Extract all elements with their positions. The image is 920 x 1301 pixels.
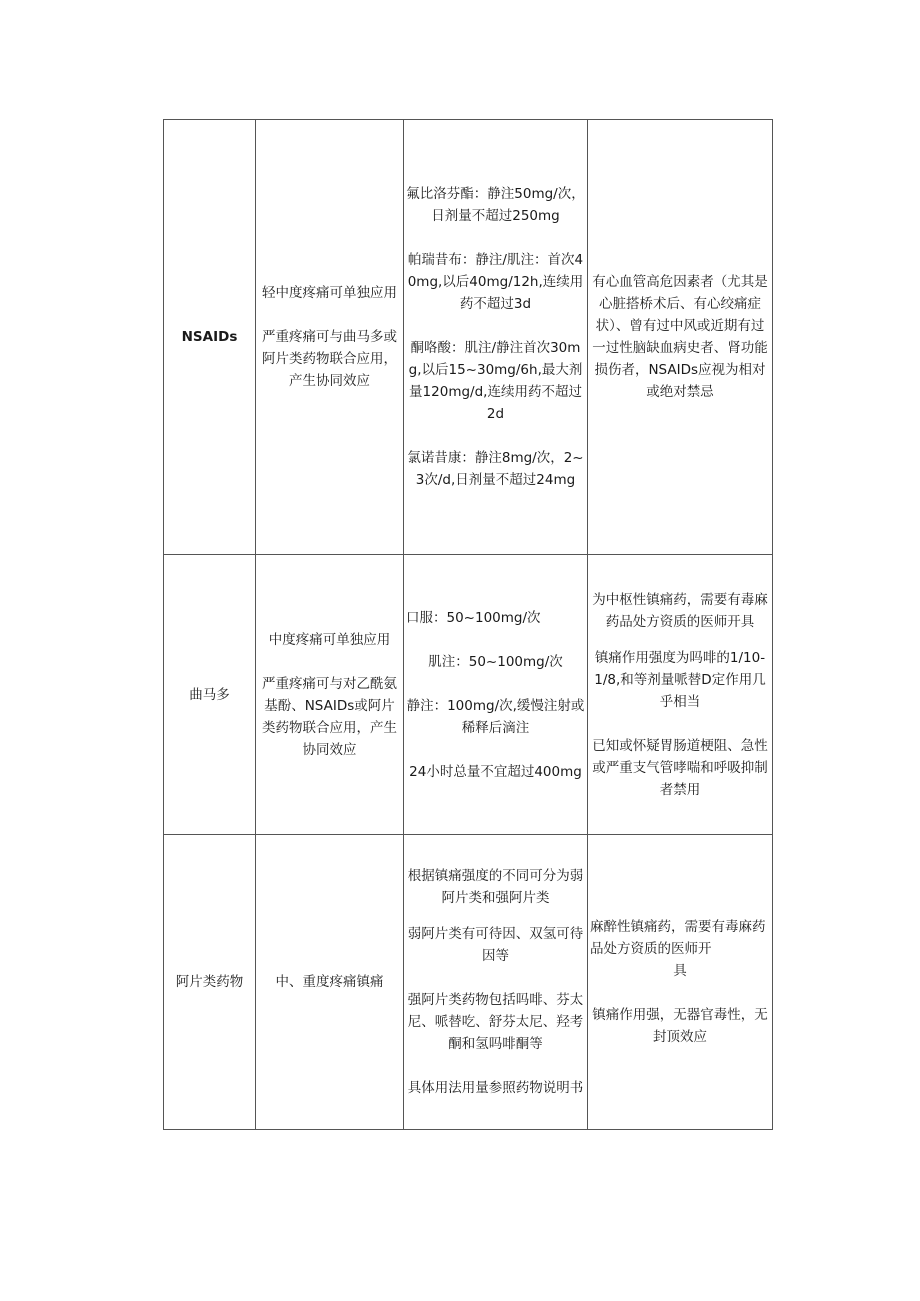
notes-text: 镇痛作用强度为吗啡的1/10-1/8,和等剂量哌替D定作用几乎相当 — [594, 649, 766, 710]
notes-cell — [588, 555, 773, 835]
notes-text: 为中枢性镇痛药，需要有毒麻药品处方资质的医师开具 — [592, 591, 768, 630]
notes-text: 具 — [673, 963, 687, 979]
notes-cell — [588, 835, 773, 1130]
indication-cell — [256, 120, 404, 555]
dosage-cell — [404, 555, 588, 835]
dosage-text: 氟比洛芬酯：静注50mg/次，日剂量不超过250mg — [406, 186, 585, 224]
dosage-text: 口服：50~100mg/次 — [406, 609, 541, 626]
notes-text: 麻醉性镇痛药，需要有毒麻药品处方资质的医师开 — [590, 919, 766, 957]
notes-text: 已知或怀疑胃肠道梗阻、急性或严重支气管哮喘和呼吸抑制者禁用 — [592, 737, 768, 798]
indication-cell — [256, 835, 404, 1130]
notes-text: 有心血管高危因素者（尤其是心脏搭桥术后、有心绞痛症状）、曾有过中风或近期有过一过性脑缺血病史者、肾功能损伤者，NSAIDs应视为相对或绝对禁忌 — [592, 274, 768, 400]
indication-text: 严重疼痛可与曲马多或阿片类药物联合应用，产生协同效应 — [262, 329, 397, 389]
dosage-cell — [404, 120, 588, 555]
drug-name: NSAIDs — [164, 120, 256, 555]
indication-text: 严重疼痛可与对乙酰氨基酚、NSAIDs或阿片类药物联合应用，产生协同效应 — [262, 675, 397, 758]
table-row — [164, 555, 773, 835]
notes-cell — [588, 120, 773, 555]
dosage-text: 弱阿片类有可待因、双氢可待因等 — [407, 926, 584, 964]
indication-text: 中度疼痛可单独应用 — [268, 631, 391, 648]
indication-text: 轻中度疼痛可单独应用 — [262, 285, 397, 301]
dosage-text: 24小时总量不宜超过400mg — [409, 763, 582, 780]
dosage-text: 帕瑞昔布：静注/肌注：首次40mg,以后40mg/12h,连续用药不超过3d — [407, 252, 584, 312]
indication-text: 中、重度疼痛镇痛 — [275, 974, 384, 990]
drug-name: 曲马多 — [164, 555, 256, 835]
dosage-text: 强阿片类药物包括吗啡、芬太尼、哌替吃、舒芬太尼、羟考酮和氢吗啡酮等 — [407, 992, 584, 1052]
dosage-text: 具体用法用量参照药物说明书 — [407, 1080, 584, 1096]
dosage-cell — [404, 835, 588, 1130]
notes-text: 镇痛作用强，无器官毒性，无封顶效应 — [592, 1007, 768, 1045]
table-row — [164, 835, 773, 1130]
table-row — [164, 120, 773, 555]
dosage-text: 氯诺昔康：静注8mg/次，2~3次/d,日剂量不超过24mg — [407, 450, 584, 488]
indication-cell — [256, 555, 404, 835]
drug-name: 阿片类药物 — [164, 835, 256, 1130]
dosage-text: 酮咯酸：肌注/静注首次30mg,以后15~30mg/6h,最大剂量120mg∕d,连续用药不超过2d — [408, 340, 583, 422]
dosage-text: 肌注：50~100mg/次 — [428, 653, 563, 670]
dosage-text: 根据镇痛强度的不同可分为弱阿片类和强阿片类 — [407, 868, 584, 906]
drug-table — [163, 119, 773, 1130]
dosage-text: 静注：100mg∕次,缓慢注射或稀释后滴注 — [406, 697, 585, 736]
